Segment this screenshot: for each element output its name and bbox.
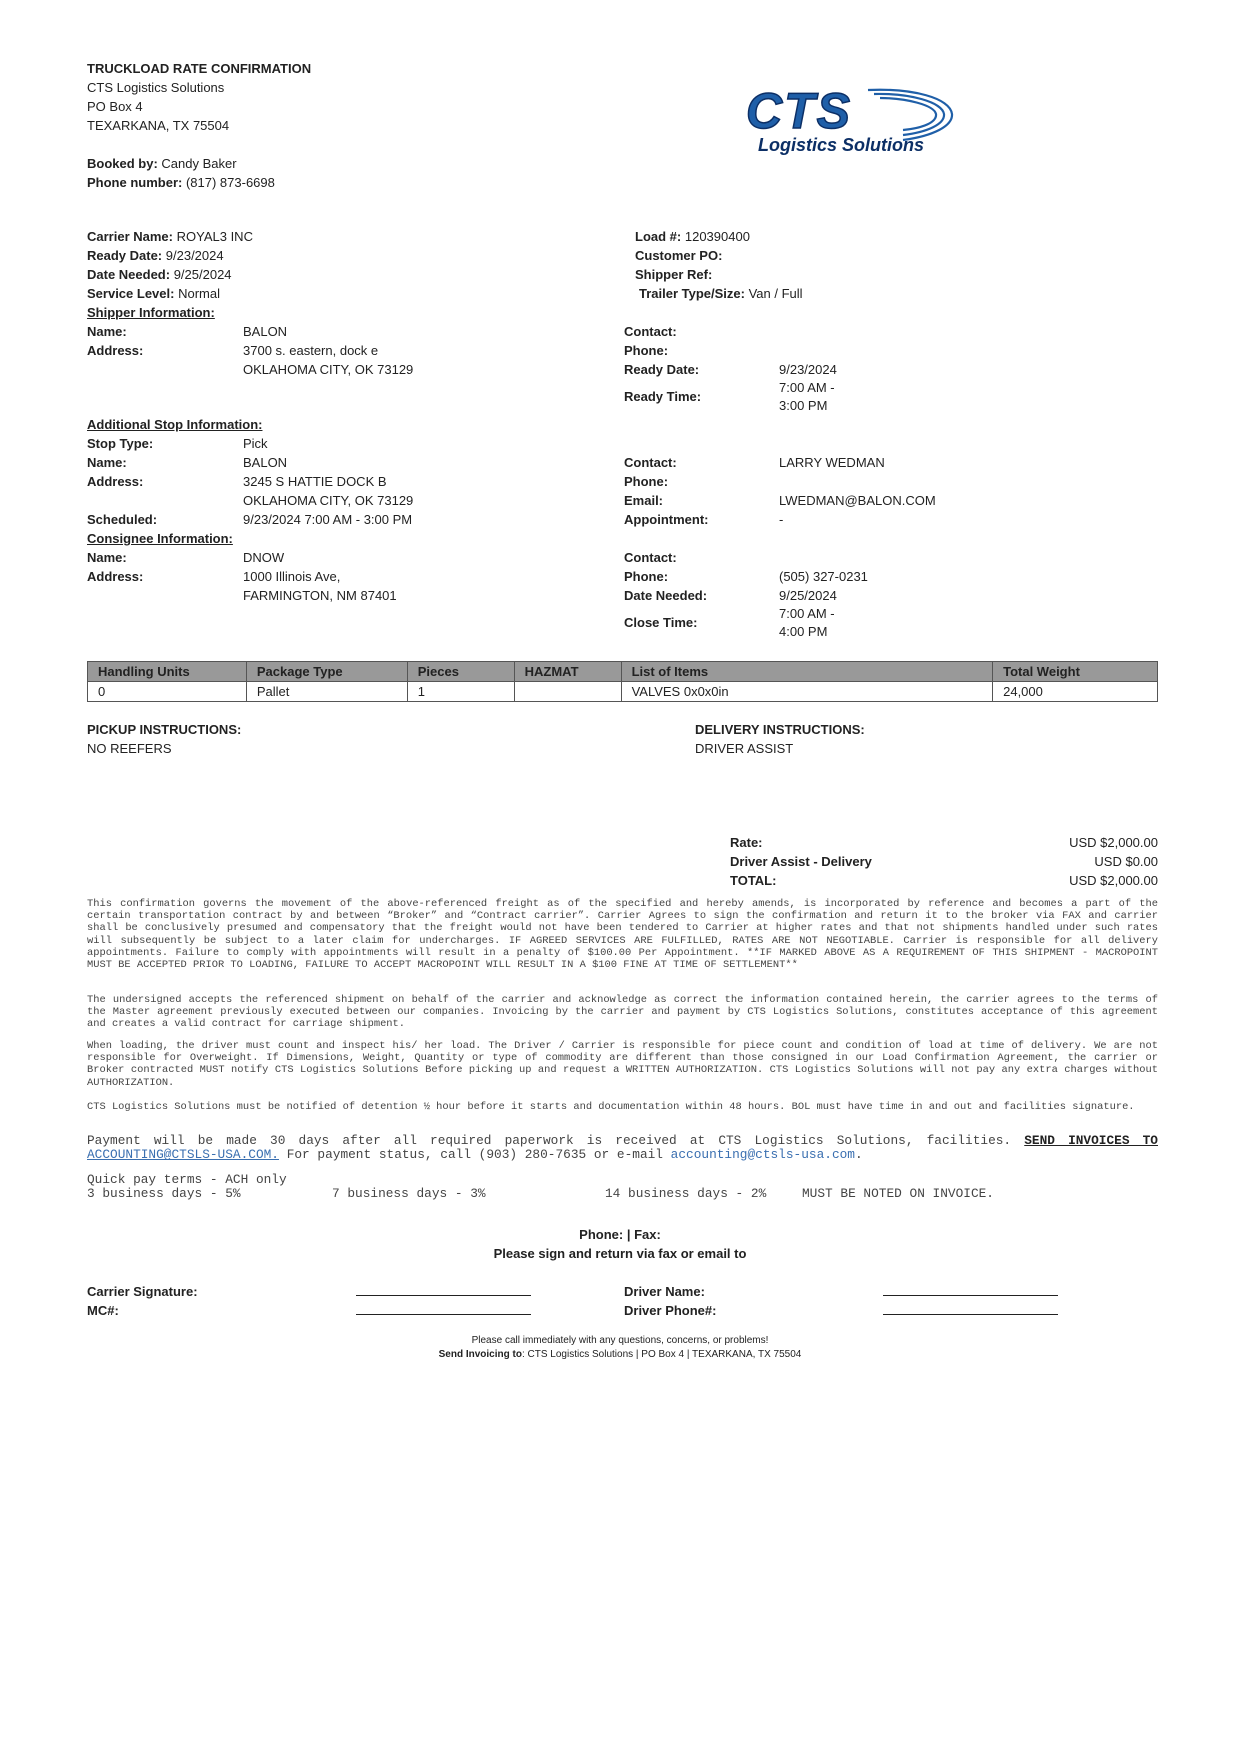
stop-address-label: Address: bbox=[87, 474, 144, 489]
period: . bbox=[854, 1147, 863, 1163]
date-needed-label: Date Needed: bbox=[87, 267, 171, 282]
service-level-value: Normal bbox=[178, 286, 220, 301]
accounting-email-link[interactable]: ACCOUNTING@CTSLS-USA.COM. bbox=[87, 1147, 279, 1163]
consignee-contact-label: Contact: bbox=[624, 550, 677, 565]
col-total-weight: Total Weight bbox=[993, 662, 1158, 682]
cell-total-weight: 24,000 bbox=[993, 682, 1158, 702]
shipper-ready-date: 9/23/2024 bbox=[779, 362, 837, 377]
booked-by bbox=[87, 154, 237, 173]
company-address-line2: TEXARKANA, TX 75504 bbox=[87, 118, 230, 133]
customer-po-label: Customer PO: bbox=[635, 248, 723, 263]
document-title: TRUCKLOAD RATE CONFIRMATION bbox=[87, 61, 312, 76]
shipper-contact-label: Contact: bbox=[624, 324, 677, 339]
date-needed-value: 9/25/2024 bbox=[173, 267, 232, 282]
terms-paragraph-4: CTS Logistics Solutions must be notified of detention ½ hour before it starts and documentation within 48 hours. BOL must have time in and out and facilities signature. bbox=[87, 1101, 1135, 1113]
footer-invoicing-address: : CTS Logistics Solutions | PO Box 4 | TEXARKANA, TX 75504 bbox=[521, 1349, 802, 1360]
shipper-heading: Shipper Information: bbox=[87, 305, 215, 320]
footer-invoicing-label: Send Invoicing to bbox=[438, 1349, 522, 1360]
quick-pay-note: MUST BE NOTED ON INVOICE. bbox=[802, 1186, 994, 1201]
shipper-ready-time-end: 3:00 PM bbox=[779, 398, 828, 413]
carrier-name-value: ROYAL3 INC bbox=[176, 229, 253, 244]
stop-phone-label: Phone: bbox=[624, 474, 669, 489]
stop-address-line1: 3245 S HATTIE DOCK B bbox=[243, 474, 387, 489]
col-package-type: Package Type bbox=[246, 662, 407, 682]
booker-phone bbox=[87, 173, 275, 192]
terms-paragraph-2: The undersigned accepts the referenced shipment on behalf of the carrier and acknowledge as correct the information contained herein, the carrier agrees to the terms of the Master agreement previously executed between our companies. Invoicing by the carrier and payment by CTS Logistics Solutions, constitutes acceptance of this agreement and creates a valid contract for carriage shipment. bbox=[87, 994, 1158, 1031]
stop-address-line2: OKLAHOMA CITY, OK 73129 bbox=[243, 493, 414, 508]
payment-terms bbox=[87, 1134, 1158, 1163]
service-level bbox=[87, 284, 220, 303]
svg-text:Logistics Solutions: Logistics Solutions bbox=[758, 135, 925, 155]
stop-appointment-label: Appointment: bbox=[624, 512, 709, 527]
carrier-signature-label: Carrier Signature: bbox=[87, 1284, 198, 1299]
col-hazmat: HAZMAT bbox=[514, 662, 621, 682]
shipper-ref-label: Shipper Ref: bbox=[635, 267, 713, 282]
consignee-date-needed-label: Date Needed: bbox=[624, 588, 708, 603]
cell-hazmat bbox=[514, 682, 621, 702]
shipper-ready-date-label: Ready Date: bbox=[624, 362, 700, 377]
consignee-name-label: Name: bbox=[87, 550, 127, 565]
quick-pay-title: Quick pay terms - ACH only bbox=[87, 1172, 287, 1187]
stop-scheduled: 9/23/2024 7:00 AM - 3:00 PM bbox=[243, 512, 413, 527]
delivery-instructions-label: DELIVERY INSTRUCTIONS: bbox=[695, 722, 865, 737]
rate-label: Rate: bbox=[730, 835, 763, 850]
shipper-address-label: Address: bbox=[87, 343, 144, 358]
carrier-name-label: Carrier Name: bbox=[87, 229, 173, 244]
cell-pieces: 1 bbox=[407, 682, 514, 702]
rate-value: USD $2,000.00 bbox=[1069, 835, 1158, 850]
quick-pay-tier-1: 3 business days - 5% bbox=[87, 1186, 241, 1201]
shipper-ready-time-label: Ready Time: bbox=[624, 389, 702, 404]
shipper-address-line2: OKLAHOMA CITY, OK 73129 bbox=[243, 362, 414, 377]
carrier-name bbox=[87, 227, 253, 246]
stop-type-label: Stop Type: bbox=[87, 436, 154, 451]
items-table-header-row bbox=[88, 662, 1158, 682]
stop-heading: Additional Stop Information: bbox=[87, 417, 263, 432]
shipper-phone-label: Phone: bbox=[624, 343, 669, 358]
consignee-address-label: Address: bbox=[87, 569, 144, 584]
ready-date bbox=[87, 246, 224, 265]
consignee-close-time-label: Close Time: bbox=[624, 615, 698, 630]
ready-date-label: Ready Date: bbox=[87, 248, 163, 263]
svg-text:CTS: CTS bbox=[746, 83, 852, 139]
footer-contact-line: Please call immediately with any questions, concerns, or problems! bbox=[471, 1335, 769, 1346]
booker-phone-label: Phone number: bbox=[87, 175, 183, 190]
shipper-address-line1: 3700 s. eastern, dock e bbox=[243, 343, 379, 358]
terms-paragraph-3: When loading, the driver must count and inspect his/ her load. The Driver / Carrier is responsible for piece count and condition of load at time of delivery. We are not responsible for Overweight. If Dimensions, Weight, Quantity or type of commodity are different than those consigned in our Load Confirmation Agreement, the carrier or Broker contracted MUST notify CTS Logistics Solutions Before picking up and request a WRITTEN AUTHORIZATION. CTS Logistics Solutions will not pay any extra charges without AUTHORIZATION. bbox=[87, 1040, 1158, 1089]
consignee-phone: (505) 327-0231 bbox=[779, 569, 868, 584]
consignee-close-time-start: 7:00 AM - bbox=[779, 606, 835, 621]
driver-phone-line[interactable] bbox=[883, 1314, 1058, 1315]
booked-by-label: Booked by: bbox=[87, 156, 158, 171]
pickup-instructions: NO REEFERS bbox=[87, 741, 172, 756]
consignee-date-needed: 9/25/2024 bbox=[779, 588, 837, 603]
cell-package-type: Pallet bbox=[246, 682, 407, 702]
trailer-type-label: Trailer Type/Size: bbox=[639, 286, 745, 301]
company-logo bbox=[738, 80, 958, 156]
stop-email-label: Email: bbox=[624, 493, 664, 508]
mc-number-label: MC#: bbox=[87, 1303, 119, 1318]
mc-number-line[interactable] bbox=[356, 1314, 531, 1315]
cell-list-of-items: VALVES 0x0x0in bbox=[621, 682, 993, 702]
stop-type: Pick bbox=[243, 436, 268, 451]
consignee-close-time-end: 4:00 PM bbox=[779, 624, 828, 639]
company-address-line1: PO Box 4 bbox=[87, 99, 143, 114]
driver-name-line[interactable] bbox=[883, 1295, 1058, 1296]
stop-contact: LARRY WEDMAN bbox=[779, 455, 885, 470]
stop-scheduled-label: Scheduled: bbox=[87, 512, 158, 527]
booked-by-value: Candy Baker bbox=[161, 156, 237, 171]
driver-name-label: Driver Name: bbox=[624, 1284, 705, 1299]
stop-email: LWEDMAN@BALON.COM bbox=[779, 493, 936, 508]
service-level-label: Service Level: bbox=[87, 286, 175, 301]
total-label: TOTAL: bbox=[730, 873, 777, 888]
items-table bbox=[87, 661, 1158, 702]
table-row bbox=[88, 682, 1158, 702]
footer-invoicing-line bbox=[0, 1348, 1240, 1362]
stop-contact-label: Contact: bbox=[624, 455, 677, 470]
stop-name-label: Name: bbox=[87, 455, 127, 470]
col-pieces: Pieces bbox=[407, 662, 514, 682]
carrier-signature-line[interactable] bbox=[356, 1295, 531, 1296]
col-list-of-items: List of Items bbox=[621, 662, 993, 682]
phone-fax: Phone: | Fax: bbox=[579, 1227, 661, 1242]
payment-text: Payment will be made 30 days after all required paperwork is received at CTS Logistics Solutions, facilities. bbox=[87, 1133, 1012, 1148]
quick-pay-tier-3: 14 business days - 2% bbox=[605, 1186, 767, 1201]
driver-phone-label: Driver Phone#: bbox=[624, 1303, 717, 1318]
pickup-instructions-label: PICKUP INSTRUCTIONS: bbox=[87, 722, 242, 737]
stop-name: BALON bbox=[243, 455, 288, 470]
cts-logo-icon bbox=[738, 80, 958, 156]
send-invoices-label: SEND INVOICES TO bbox=[1024, 1133, 1158, 1148]
company-name: CTS Logistics Solutions bbox=[87, 80, 225, 95]
col-handling-units: Handling Units bbox=[88, 662, 247, 682]
shipper-ready-time-start: 7:00 AM - bbox=[779, 380, 835, 395]
consignee-name: DNOW bbox=[243, 550, 285, 565]
cell-handling-units: 0 bbox=[88, 682, 247, 702]
consignee-phone-label: Phone: bbox=[624, 569, 669, 584]
stop-appointment: - bbox=[779, 512, 784, 527]
date-needed bbox=[87, 265, 232, 284]
driver-assist-label: Driver Assist - Delivery bbox=[730, 854, 872, 869]
payment-status-text: For payment status, call (903) 280-7635 or e-mail bbox=[286, 1147, 663, 1163]
total-value: USD $2,000.00 bbox=[1069, 873, 1158, 888]
trailer-type-value: Van / Full bbox=[748, 286, 803, 301]
consignee-heading: Consignee Information: bbox=[87, 531, 233, 546]
quick-pay-tier-2: 7 business days - 3% bbox=[332, 1186, 486, 1201]
consignee-address-line2: FARMINGTON, NM 87401 bbox=[243, 588, 397, 603]
accounting-email-text[interactable]: accounting@ctsls-usa.com bbox=[670, 1147, 855, 1163]
booker-phone-value: (817) 873-6698 bbox=[185, 175, 275, 190]
trailer-type bbox=[639, 284, 803, 303]
driver-assist-value: USD $0.00 bbox=[1094, 854, 1158, 869]
load-number-label: Load #: bbox=[635, 229, 682, 244]
sign-return-instructions: Please sign and return via fax or email to bbox=[493, 1246, 747, 1261]
load-number-value: 120390400 bbox=[684, 229, 750, 244]
terms-paragraph-1: This confirmation governs the movement of the above-referenced freight as of the specified and hereby amends, is incorporated by reference and becomes a part of the certain transportation contract by and between “Broker” and “Contract carrier”. Carrier Agrees to sign the confirmation and return it to the broker via FAX and carrier shall be conclusively presumed and compensatory that the freight would not have been tendered to Carrier at higher rates and that not shipments handled under such rates will subsequently be subject to a later claim for undercharges. IF AGREED SERVICES ARE FULFILLED, RATES ARE NOT NEGOTIABLE. Carrier is responsible for all delivery appointments. Failure to comply with appointments will result in a penalty of $100.00 Per Appointment. **IF MARKED ABOVE AS A REQUIREMENT OF THIS SHIPMENT - MACROPOINT MUST BE ACCEPTED PRIOR TO LOADING, FAILURE TO ACCEPT MACROPOINT WILL RESULT IN A $100 FINE AT TIME OF SETTLEMENT** bbox=[87, 898, 1158, 972]
delivery-instructions: DRIVER ASSIST bbox=[695, 741, 794, 756]
load-number bbox=[635, 227, 750, 246]
ready-date-value: 9/23/2024 bbox=[165, 248, 224, 263]
shipper-name-label: Name: bbox=[87, 324, 127, 339]
consignee-address-line1: 1000 Illinois Ave, bbox=[243, 569, 341, 584]
shipper-name: BALON bbox=[243, 324, 288, 339]
